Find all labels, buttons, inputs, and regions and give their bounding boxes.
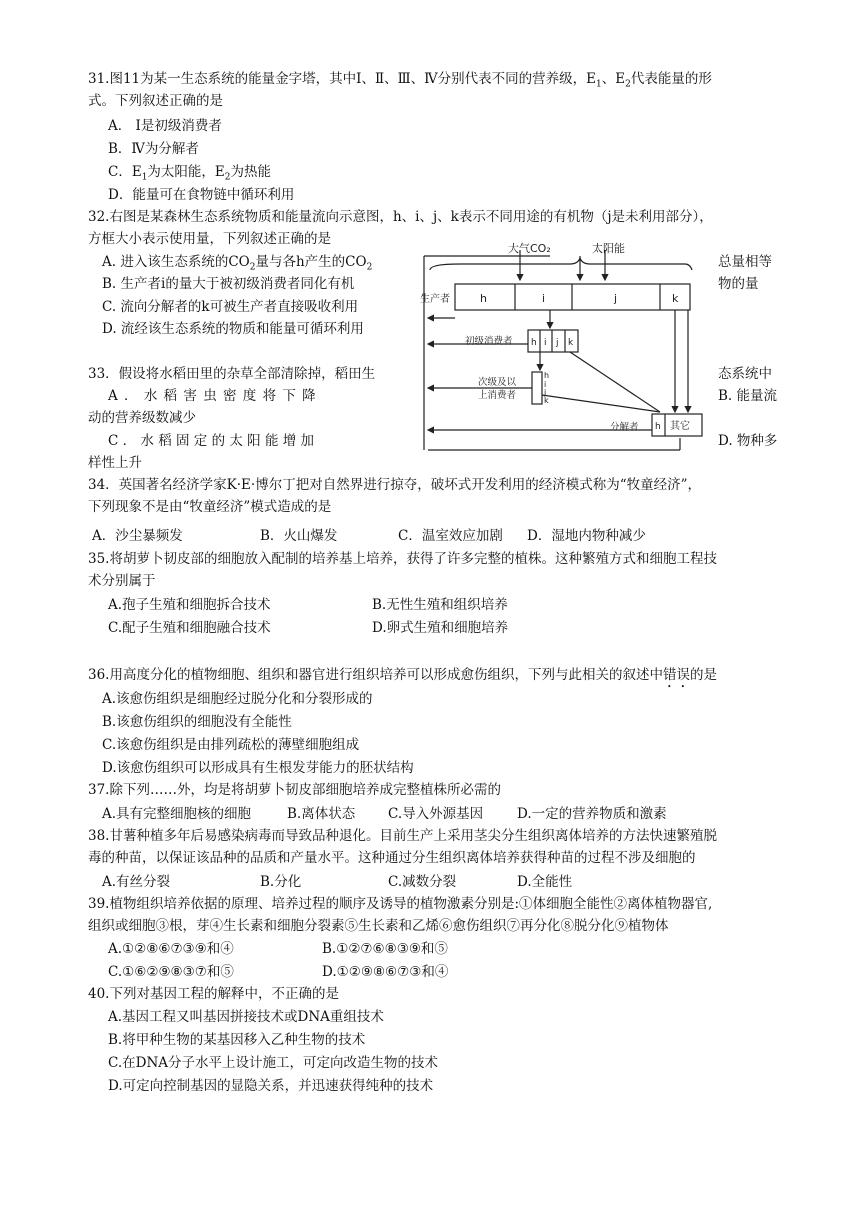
q33-option-d: D. 物种多 — [718, 433, 778, 449]
q35-option-d: D.卵式生殖和细胞培养 — [372, 620, 509, 636]
q40-option-b: B.将甲种生物的某基因移入乙种生物的技术 — [108, 1032, 366, 1048]
q40-option-d: D.可定向控制基因的显隐关系，并迅速获得纯种的技术 — [108, 1078, 434, 1094]
q34-stem-line1: 34．英国著名经济学家K·E·博尔丁把对自然界进行掠夺，破坏式开发利用的经济模式称为“牧童经济”， — [88, 477, 702, 493]
diagram-label-j: j — [614, 292, 618, 305]
q33-option-c: C ． 水 稻 固 定 的 太 阳 能 增 加 — [108, 433, 315, 449]
diagram-label-k: k — [672, 292, 679, 305]
q39-stem-line2: 组织或细胞③根，芽④生长素和细胞分裂素⑤生长素和乙烯⑥愈伤组织⑦再分化⑧脱分化⑨植物体 — [88, 918, 669, 934]
diagram-label-secondary-h: h — [544, 371, 550, 380]
diagram-label-atm-co2: 大气CO₂ — [508, 242, 551, 255]
q37-option-d: D.一定的营养物质和激素 — [517, 806, 667, 822]
q32-option-a-cont: 总量相等 — [718, 254, 772, 270]
diagram-label-secondary-2: 上消费者 — [478, 390, 517, 401]
q35-stem-line2: 术分别属于 — [88, 573, 156, 589]
diagram-label-decomposer-h: h — [655, 422, 661, 432]
q38-stem-line2: 毒的种苗，以保证该品种的品质和产量水平。这种通过分生组织离体培养获得种苗的过程不涉及细胞的 — [88, 850, 696, 866]
q38-stem-line1: 38.甘薯种植多年后易感染病毒而导致品种退化。目前生产上采用茎尖分生组织离体培养的方法快速繁殖脱 — [88, 828, 717, 844]
q31-option-a: A． Ⅰ是初级消费者 — [108, 118, 222, 134]
q31-stem-line1: 31.图11为某一生态系统的能量金字塔，其中Ⅰ、Ⅱ、Ⅲ、Ⅳ分别代表不同的营养级，$E_1$、$E_2$代表能量的形 — [88, 71, 712, 90]
q32-option-c: C. 流向分解者的k可被生产者直接吸收利用 — [102, 299, 359, 315]
diagram-label-primary-k: k — [568, 338, 574, 348]
q36-stem: 36.用高度分化的植物细胞、组织和器官进行组织培养可以形成愈伤组织，下列与此相关的叙述中错误的是 — [88, 667, 717, 683]
q32-stem-line2: 方框大小表示使用量，下列叙述正确的是 — [88, 231, 331, 247]
q32-stem-line1: 32.右图是某森林生态系统物质和能量流向示意图，h、i、j、k表示不同用途的有机物（j是未利用部分）， — [88, 209, 713, 225]
q40-option-c: C.在DNA分子水平上设计施工，可定向改造生物的技术 — [108, 1055, 439, 1071]
diagram-label-secondary-i: i — [544, 380, 547, 389]
energy-flow-diagram — [420, 240, 710, 462]
diagram-label-h: h — [480, 292, 487, 305]
q33-option-a: A ． 水 稻 害 虫 密 度 将 下 降 — [108, 388, 316, 404]
q37-option-b: B.离体状态 — [287, 806, 356, 822]
diagram-label-decomposer: 分解者 — [610, 422, 639, 433]
q33-option-b: B. 能量流 — [718, 388, 778, 404]
q35-option-b: B.无性生殖和组织培养 — [372, 597, 508, 613]
diagram-label-secondary-k: k — [544, 396, 549, 405]
q31-stem-line2: 式。下列叙述正确的是 — [88, 93, 223, 109]
q33-option-c-cont: 样性上升 — [88, 455, 142, 471]
q38-option-d: D.全能性 — [517, 874, 573, 890]
q33-stem: 33．假设将水稻田里的杂草全部清除掉，稻田生 — [88, 366, 376, 382]
q38-option-b: B.分化 — [260, 874, 302, 890]
diagram-label-secondary-j: j — [544, 388, 547, 397]
q36-option-d: D.该愈伤组织可以形成具有生根发芽能力的胚状结构 — [102, 760, 414, 776]
q31-option-d: D．能量可在食物链中循环利用 — [108, 187, 295, 203]
q33-option-a-cont: 动的营养级数减少 — [88, 410, 196, 426]
q34-stem-line2: 下列现象不是由“牧童经济”模式造成的是 — [88, 499, 332, 515]
diagram-label-primary-h: h — [531, 338, 537, 348]
q36-option-a: A.该愈伤组织是细胞经过脱分化和分裂形成的 — [102, 691, 373, 707]
q35-option-a: A.孢子生殖和细胞拆合技术 — [108, 597, 271, 613]
q31-option-c: C．$E_1$为太阳能，$E_2$为热能 — [108, 164, 272, 183]
q34-option-a: A．沙尘暴频发 — [92, 528, 183, 544]
diagram-label-i: i — [542, 292, 546, 305]
q32-option-a: A. 进入该生态系统的$CO_2$量与各h产生的$CO_2$ — [102, 254, 373, 273]
q39-option-b: B.①②⑦⑥⑧③⑨和⑤ — [322, 941, 448, 957]
q33-stem-cont: 态系统中 — [718, 366, 772, 382]
diagram-label-primary-j: j — [556, 338, 559, 348]
q39-option-a: A.①②⑧⑥⑦③⑨和④ — [108, 941, 234, 957]
q32-option-b-cont: 物的量 — [718, 276, 759, 292]
diagram-label-sun: 太阳能 — [592, 242, 625, 255]
q40-stem: 40.下列对基因工程的解释中，不正确的是 — [88, 986, 339, 1002]
q37-option-a: A.具有完整细胞核的细胞 — [102, 806, 252, 822]
diagram-label-primary-i: i — [544, 338, 547, 348]
diagram-label-primary: 初级消费者 — [465, 336, 513, 347]
q36-option-b: B.该愈伤组织的细胞没有全能性 — [102, 714, 292, 730]
q31-option-b: B．Ⅳ为分解者 — [108, 141, 199, 157]
q37-option-c: C.导入外源基因 — [388, 806, 484, 822]
q39-stem-line1: 39.植物组织培养依据的原理、培养过程的顺序及诱导的植物激素分别是:①体细胞全能性②离体植物器官, — [88, 896, 713, 912]
q40-option-a: A.基因工程又叫基因拼接技术或DNA重组技术 — [108, 1009, 384, 1025]
q32-option-d: D. 流经该生态系统的物质和能量可循环利用 — [102, 321, 364, 337]
q38-option-c: C.减数分裂 — [388, 874, 457, 890]
diagram-label-other: 其它 — [670, 421, 690, 432]
q32-option-b: B. 生产者i的量大于被初级消费者同化有机 — [102, 276, 355, 292]
q37-stem: 37.除下列……外，均是将胡萝卜韧皮部细胞培养成完整植株所必需的 — [88, 782, 501, 798]
diagram-label-producer: 生产者 — [420, 294, 450, 305]
q38-option-a: A.有丝分裂 — [102, 874, 171, 890]
q34-option-b: B．火山爆发 — [260, 528, 338, 544]
q36-option-c: C.该愈伤组织是由排列疏松的薄壁细胞组成 — [102, 737, 360, 753]
q34-option-d: D．湿地内物种减少 — [527, 528, 646, 544]
q39-option-c: C.①⑥②⑨⑧③⑦和⑤ — [108, 964, 234, 980]
q35-option-c: C.配子生殖和细胞融合技术 — [108, 620, 271, 636]
diagram-label-secondary-1: 次级及以 — [478, 377, 517, 388]
q39-option-d: D.①②⑨⑧⑥⑦③和④ — [322, 964, 449, 980]
q35-stem-line1: 35.将胡萝卜韧皮部的细胞放入配制的培养基上培养，获得了许多完整的植株。这种繁殖方式和细胞工程技 — [88, 551, 717, 567]
q34-option-c: C．温室效应加剧 — [398, 528, 503, 544]
